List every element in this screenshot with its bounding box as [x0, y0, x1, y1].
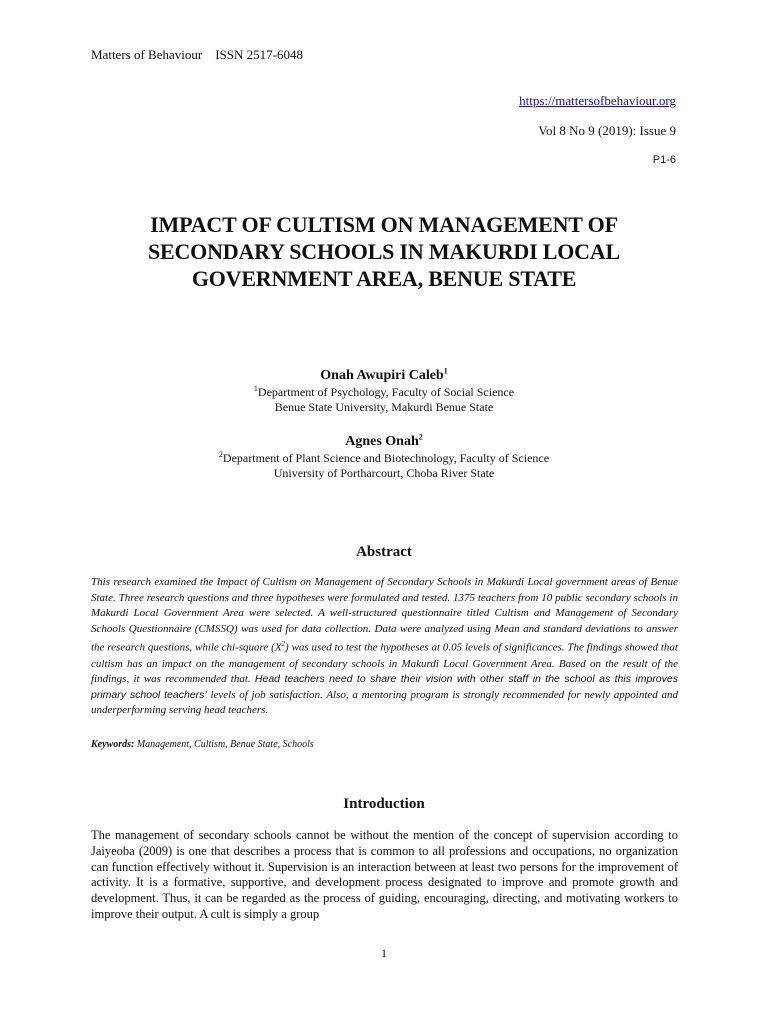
author-institution: Benue State University, Makurdi Benue State	[274, 400, 494, 414]
abstract-text: ) was used to test the hypotheses at 0.05 levels of significances. The findings showed that cultism has an impact on the management of secondary schools in Makurdi Local Government Area. Based on the result of the findings, it was recommended that.	[91, 642, 678, 686]
author-name	[91, 367, 677, 385]
affiliation-department: Department of Plant Science and Biotechnology, Faculty of Science	[222, 451, 550, 465]
page-number: 1	[381, 946, 387, 960]
chi-superscript: 2	[281, 640, 286, 649]
introduction-body: The management of secondary schools cannot be without the mention of the concept of supervision according to Jaiyeoba (2009) is one that describes a process that is common to all professions and occupations, no organization can function effectively without it. Supervision is an interaction between at least two persons for the improvement of activity. It is a formative, supportive, and development process designated to improve and promote growth and development. Thus, it can be regarded as the process of guiding, encouraging, directing, and motivating workers to improve their output. A cult is simply a group	[91, 828, 678, 921]
affiliation-superscript: 2	[218, 450, 223, 459]
author-affiliation	[91, 385, 677, 400]
affiliation-superscript: 1	[253, 384, 258, 393]
journal-header: Matters of Behaviour ISSN 2517-6048	[91, 47, 303, 62]
abstract-highlight-text: Head teachers need to share their vision with other staff in the school as this improves primary school teachers’	[91, 673, 678, 701]
author-name-text: Onah Awupiri Caleb	[320, 368, 444, 383]
abstract-text: This research examined the Impact of Cultism on Management of Secondary Schools in Makurdi Local government areas of Benue State. Three research questions and three hypotheses were formulated and tested. 1375 teachers from 10 public secondary schools in Makurdi Local Government Area were selected. A well-structured questionnaire titled Cultism and Management of Secondary Schools Questionnaire (CMSSQ) was used for data collection. Data were analyzed using Mean and standard deviations to answer the research questions, while chi-square (X	[91, 576, 678, 655]
volume-info: Vol 8 No 9 (2019): Issue 9	[538, 123, 676, 138]
author-name	[91, 433, 677, 451]
keywords-label: Keywords:	[91, 739, 135, 750]
author-institution: University of Portharcourt, Choba River State	[273, 466, 495, 480]
keywords-line	[91, 739, 314, 750]
page-range: P1-6	[652, 154, 676, 166]
keywords-value: Management, Cultism, Benue State, Schools	[134, 739, 314, 750]
author-superscript: 1	[443, 366, 448, 376]
author-block-1	[91, 367, 677, 415]
abstract-body	[91, 575, 678, 719]
abstract-text: levels of job satisfaction. Also, a mentoring program is strongly recommended for newly appointed and underperforming serving head teachers.	[91, 688, 678, 717]
abstract-heading: Abstract	[356, 544, 412, 560]
introduction-heading: Introduction	[343, 796, 425, 812]
paper-title: IMPACT OF CULTISM ON MANAGEMENT OF SECONDARY SCHOOLS IN MAKURDI LOCAL GOVERNMENT AREA, BENUE STATE	[147, 212, 620, 291]
author-name-text: Agnes Onah	[345, 434, 419, 449]
author-block-2	[91, 433, 677, 481]
affiliation-department: Department of Psychology, Faculty of Social Science	[257, 385, 515, 399]
journal-url-link[interactable]: https://mattersofbehaviour.org	[519, 93, 676, 108]
author-affiliation	[91, 451, 677, 466]
author-superscript: 2	[418, 432, 423, 442]
